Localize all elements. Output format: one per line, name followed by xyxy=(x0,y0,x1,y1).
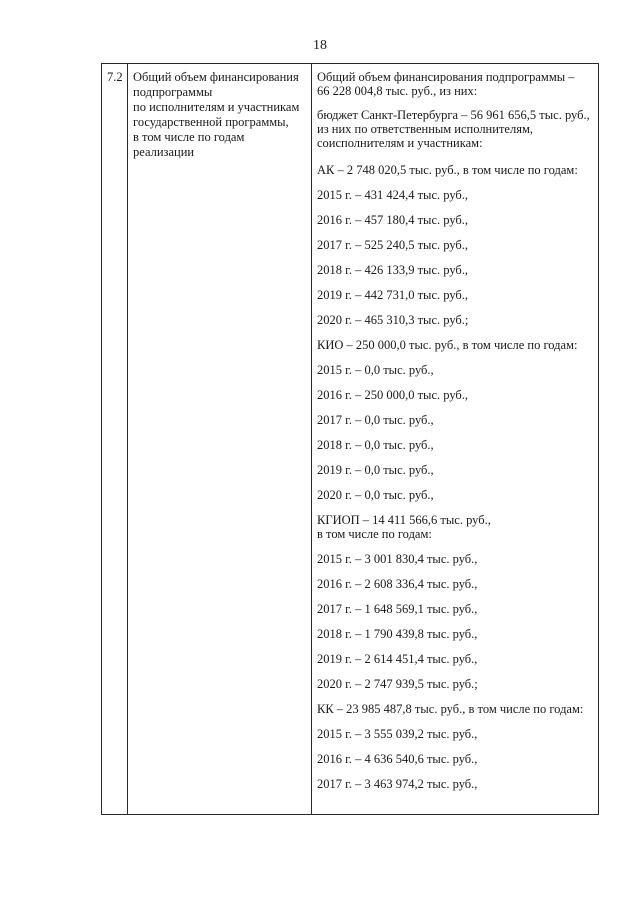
org-group-kio xyxy=(317,338,597,502)
year-amount: 2017 г. – 3 463 974,2 тыс. руб., xyxy=(317,777,478,791)
org-header: КИО – 250 000,0 тыс. руб., в том числе по годам: xyxy=(317,338,578,352)
year-amount: 2018 г. – 0,0 тыс. руб., xyxy=(317,438,434,452)
org-header: КГИОП – 14 411 566,6 тыс. руб., в том числе по годам: xyxy=(317,513,491,541)
org-group-kgiop xyxy=(317,513,597,691)
year-amount: 2015 г. – 3 001 830,4 тыс. руб., xyxy=(317,552,478,566)
year-amount: 2016 г. – 457 180,4 тыс. руб., xyxy=(317,213,469,227)
year-amount: 2019 г. – 0,0 тыс. руб., xyxy=(317,463,434,477)
year-amount: 2015 г. – 0,0 тыс. руб., xyxy=(317,363,434,377)
year-amount: 2019 г. – 442 731,0 тыс. руб., xyxy=(317,288,469,302)
year-amount: 2015 г. – 3 555 039,2 тыс. руб., xyxy=(317,727,478,741)
column-divider xyxy=(311,64,312,814)
financing-details xyxy=(317,70,597,802)
year-amount: 2018 г. – 426 133,9 тыс. руб., xyxy=(317,263,469,277)
financing-table xyxy=(101,63,599,815)
total-financing: Общий объем финансирования подпрограммы – 66 228 004,8 тыс. руб., из них: xyxy=(317,70,575,98)
year-amount: 2017 г. – 525 240,5 тыс. руб., xyxy=(317,238,469,252)
year-amount: 2015 г. – 431 424,4 тыс. руб., xyxy=(317,188,469,202)
column-divider xyxy=(127,64,128,814)
year-amount: 2016 г. – 250 000,0 тыс. руб., xyxy=(317,388,469,402)
year-amount: 2017 г. – 1 648 569,1 тыс. руб., xyxy=(317,602,478,616)
page-number: 18 xyxy=(313,38,327,53)
row-number: 7.2 xyxy=(107,70,123,84)
year-amount: 2018 г. – 1 790 439,8 тыс. руб., xyxy=(317,627,478,641)
budget-spb: бюджет Санкт-Петербурга – 56 961 656,5 тыс. руб., из них по ответственным исполнителям, соисполнителям и участникам: xyxy=(317,108,590,150)
year-amount: 2020 г. – 2 747 939,5 тыс. руб.; xyxy=(317,677,478,691)
org-group-ak xyxy=(317,163,597,327)
year-amount: 2016 г. – 4 636 540,6 тыс. руб., xyxy=(317,752,478,766)
year-amount: 2020 г. – 465 310,3 тыс. руб.; xyxy=(317,313,469,327)
year-amount: 2020 г. – 0,0 тыс. руб., xyxy=(317,488,434,502)
year-amount: 2017 г. – 0,0 тыс. руб., xyxy=(317,413,434,427)
year-amount: 2019 г. – 2 614 451,4 тыс. руб., xyxy=(317,652,478,666)
parameter-name: Общий объем финансирования подпрограммы по исполнителям и участникам государственной программы, в том числе по годам реализации xyxy=(133,70,300,159)
org-header: АК – 2 748 020,5 тыс. руб., в том числе по годам: xyxy=(317,163,578,177)
org-header: КК – 23 985 487,8 тыс. руб., в том числе по годам: xyxy=(317,702,584,716)
year-amount: 2016 г. – 2 608 336,4 тыс. руб., xyxy=(317,577,478,591)
org-group-kk xyxy=(317,702,597,791)
